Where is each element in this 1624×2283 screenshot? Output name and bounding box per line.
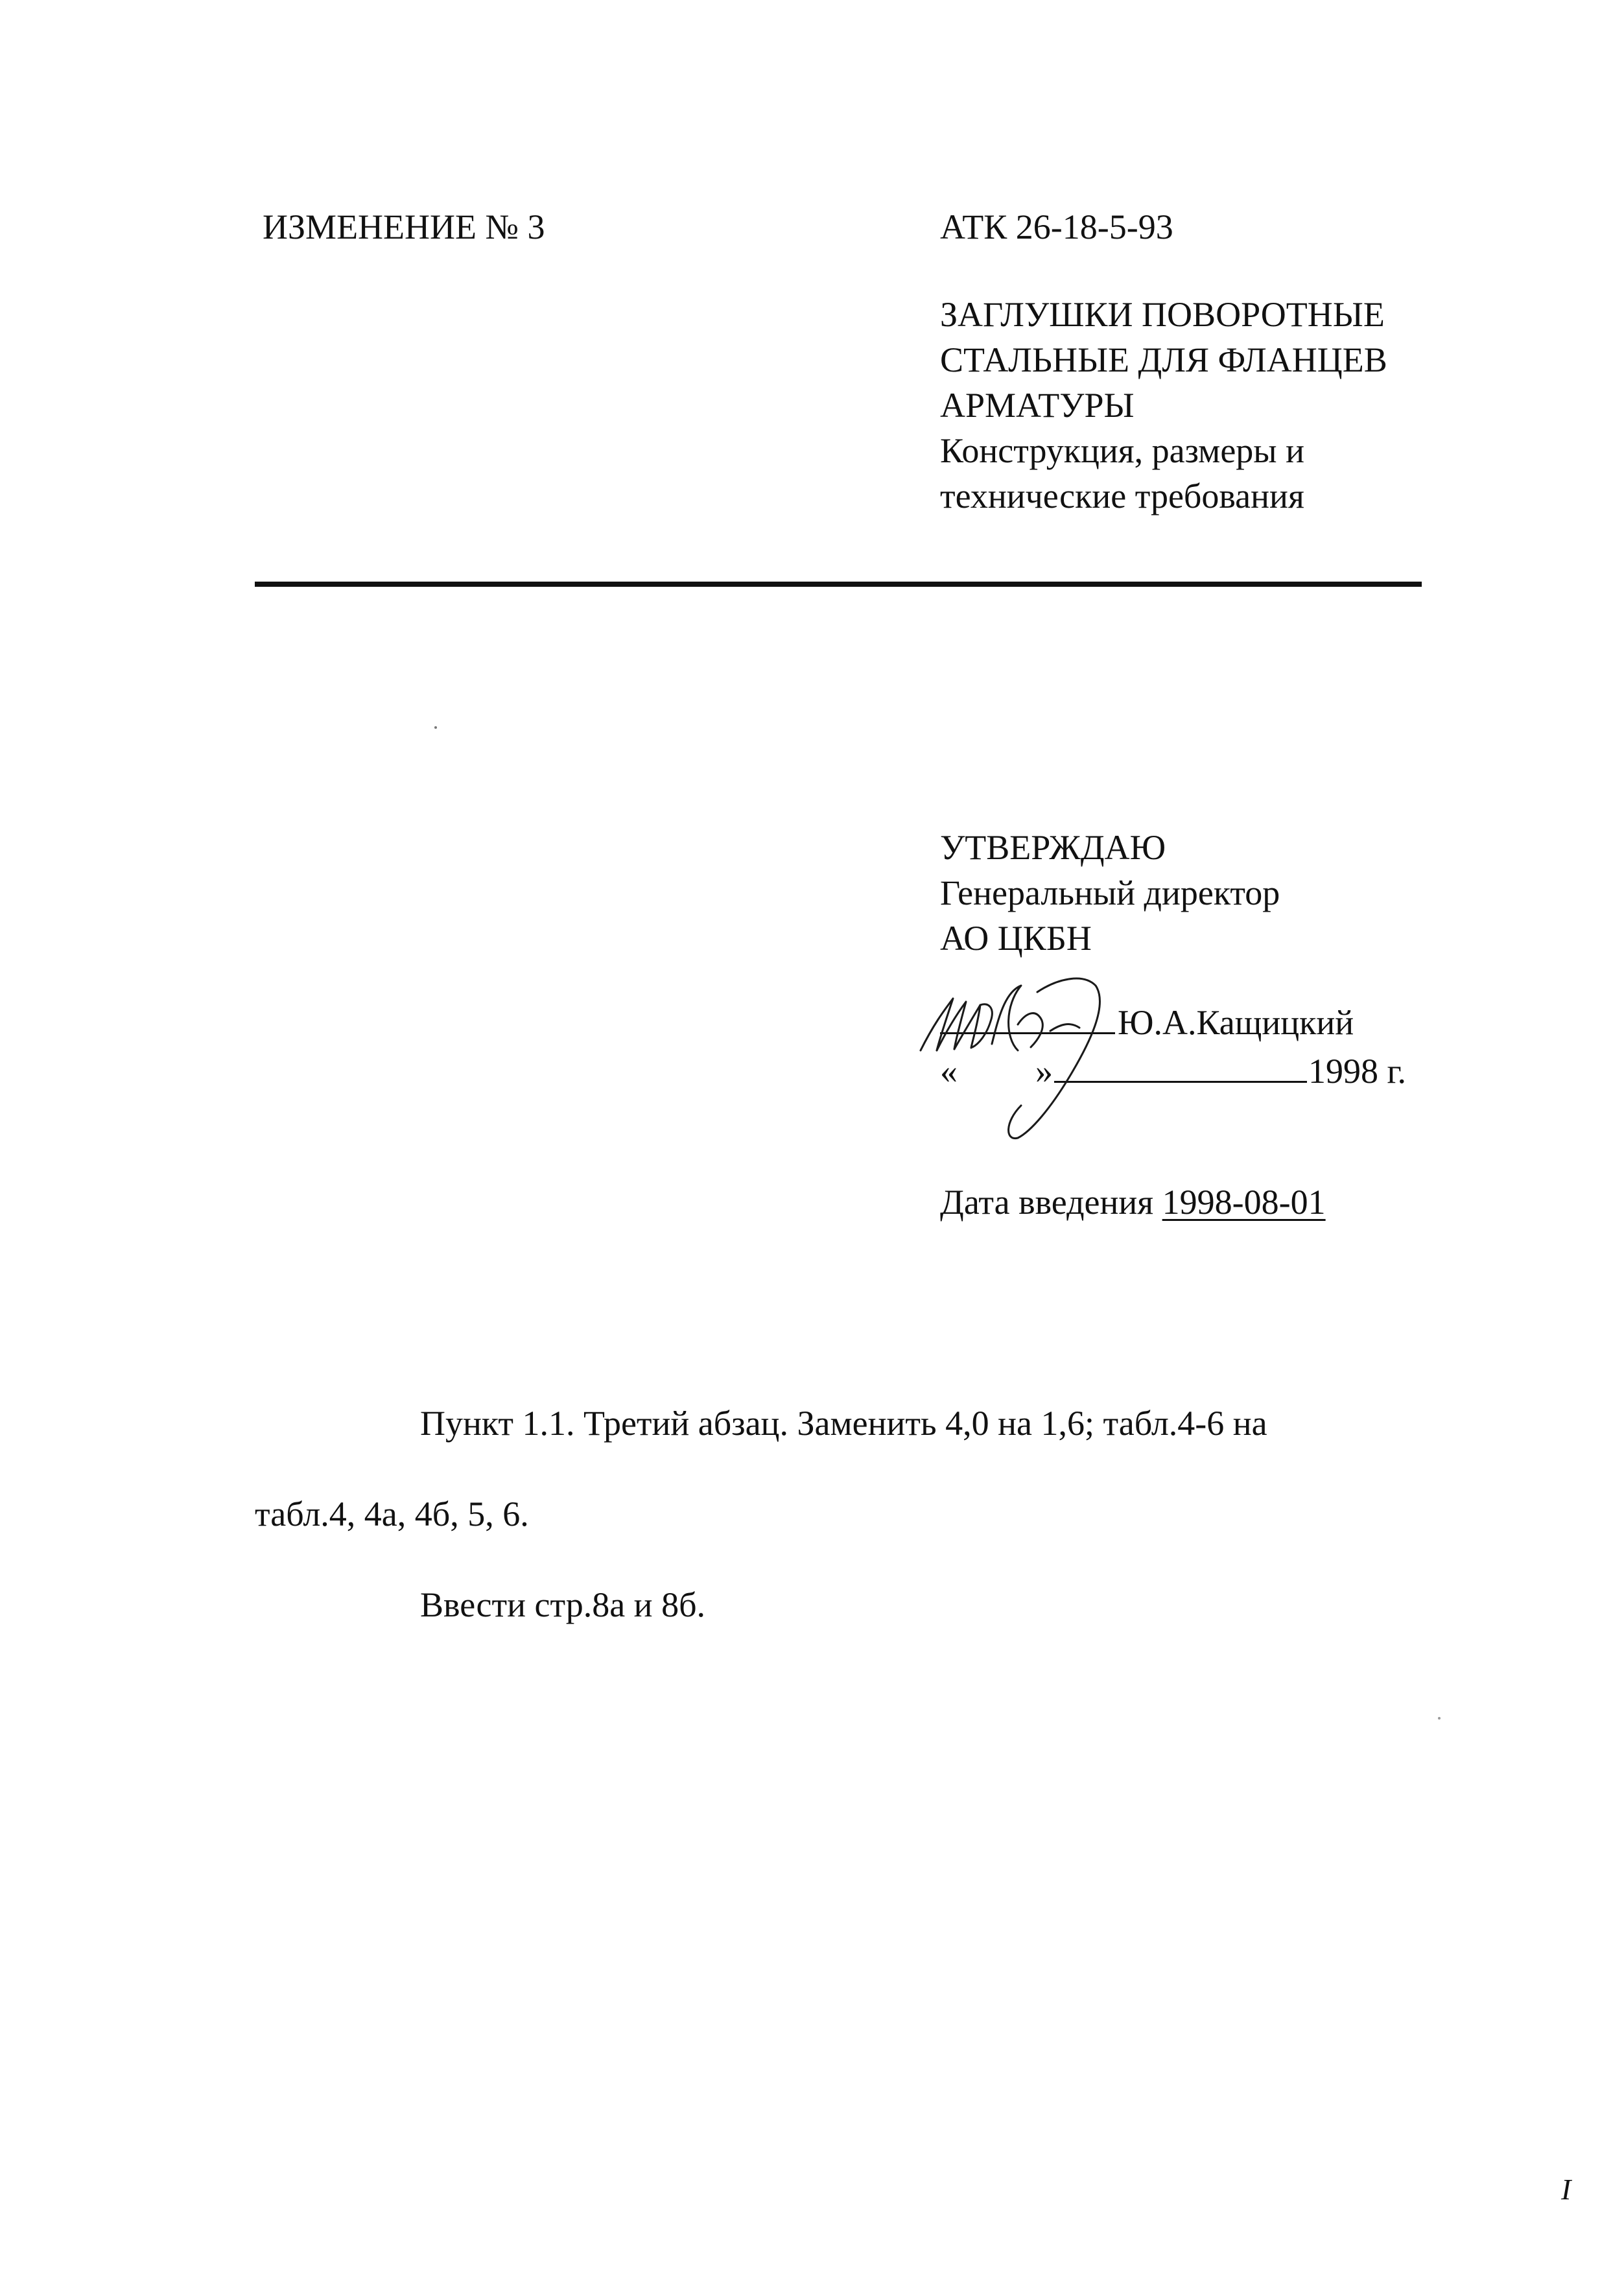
introduction-date-value: 1998-08-01 xyxy=(1162,1183,1326,1222)
document-code: АТК 26-18-5-93 xyxy=(940,207,1173,246)
approval-heading: УТВЕРЖДАЮ xyxy=(940,828,1166,867)
subtitle-line-1: Конструкция, размеры и xyxy=(940,431,1304,470)
introduction-date-label: Дата введения xyxy=(940,1183,1154,1222)
title-line-3: АРМАТУРЫ xyxy=(940,386,1135,425)
title-line-1: ЗАГЛУШКИ ПОВОРОТНЫЕ xyxy=(940,295,1385,334)
scan-speck xyxy=(1438,1717,1441,1720)
subtitle-line-2: технические требования xyxy=(940,477,1304,515)
approver-position: Генеральный директор xyxy=(940,873,1280,912)
body-paragraph-1-line-2: табл.4, 4а, 4б, 5, 6. xyxy=(255,1495,529,1533)
introduction-date xyxy=(940,1181,1326,1224)
approver-organization: АО ЦКБН xyxy=(940,919,1092,958)
document-title xyxy=(940,292,1387,519)
body-paragraph-1-line-1: Пункт 1.1. Третий абзац. Заменить 4,0 на 1,6; табл.4-6 на xyxy=(420,1404,1267,1443)
quote-open: « xyxy=(940,1052,958,1091)
body-paragraph-2: Ввести стр.8а и 8б. xyxy=(420,1585,706,1624)
header-divider xyxy=(255,582,1422,587)
page-mark: I xyxy=(1561,2173,1571,2206)
approval-year: 1998 г. xyxy=(1308,1052,1407,1091)
signatory-name: Ю.А.Кащицкий xyxy=(1118,1003,1354,1042)
change-number: ИЗМЕНЕНИЕ № 3 xyxy=(263,207,545,246)
scan-speck xyxy=(434,726,437,729)
title-line-2: СТАЛЬНЫЕ ДЛЯ ФЛАНЦЕВ xyxy=(940,340,1387,379)
approval-block xyxy=(940,825,1280,961)
handwritten-signature xyxy=(908,966,1141,1154)
quote-close: » xyxy=(1035,1052,1053,1091)
